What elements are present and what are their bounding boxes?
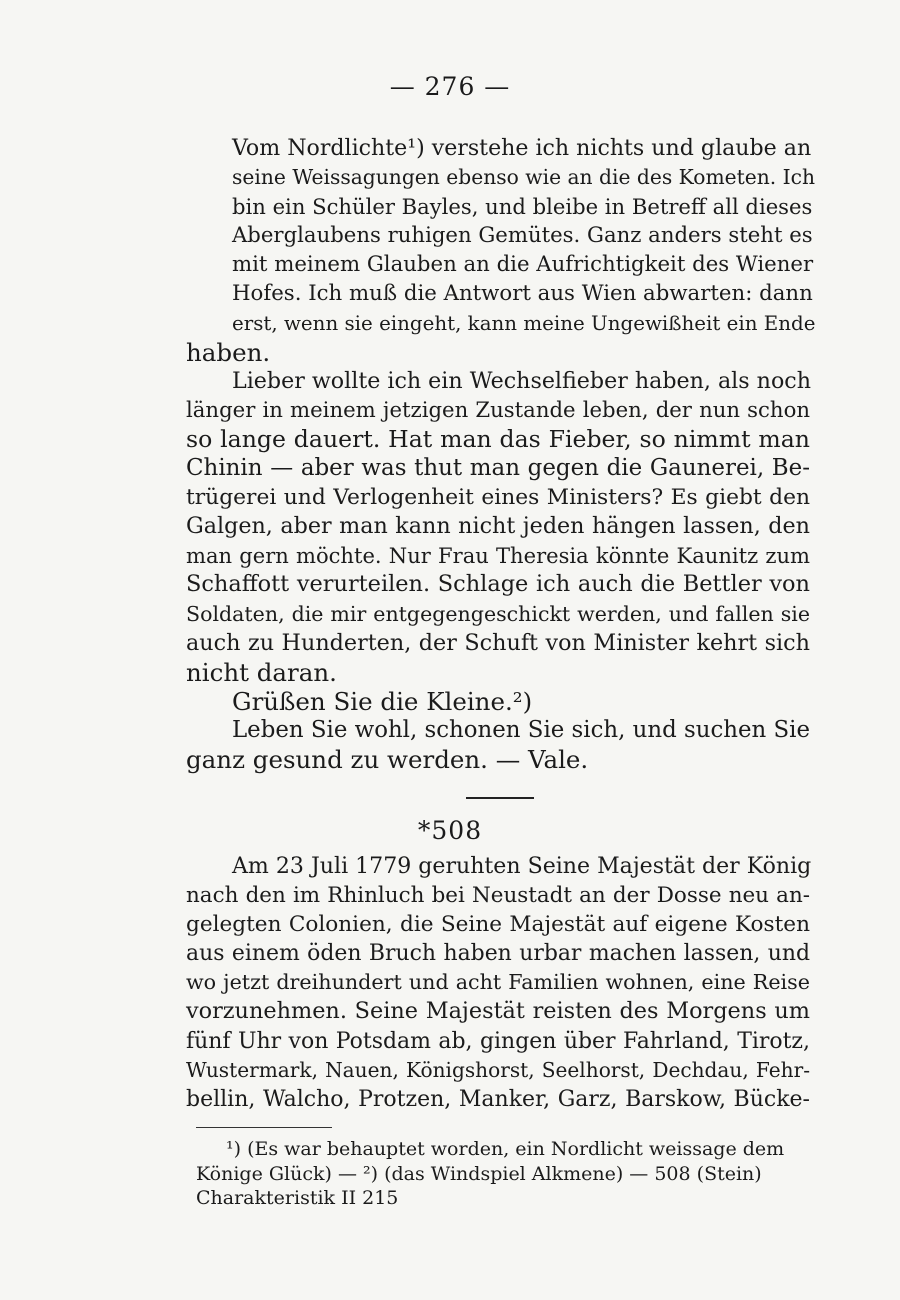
paragraph bbox=[186, 134, 816, 367]
text-line: fünf Uhr von Potsdam ab, gingen über Fahrland, Tirotz, bbox=[186, 1028, 810, 1054]
paragraph bbox=[186, 716, 810, 774]
text-line: Wustermark, Nauen, Königshorst, Seelhorst, Dechdau, Fehr- bbox=[186, 1057, 810, 1082]
text-line: ganz gesund zu werden. — Vale. bbox=[186, 744, 589, 774]
footnote-line: Charakteristik II 215 bbox=[196, 1187, 399, 1209]
text-line: Leben Sie wohl, schonen Sie sich, und suchen Sie bbox=[232, 716, 810, 743]
entry-number: *508 bbox=[417, 816, 483, 845]
text-line: vorzunehmen. Seine Majestät reisten des Morgens um bbox=[186, 998, 810, 1025]
footnote-line: Könige Glück) — ²) (das Windspiel Alkmene) — 508 (Stein) bbox=[196, 1162, 762, 1185]
text-line: bin ein Schüler Bayles, und bleibe in Betreff all dieses bbox=[232, 194, 813, 220]
text-line: Grüßen Sie die Kleine.²) bbox=[232, 686, 533, 716]
text-line: auch zu Hunderten, der Schuft von Minister kehrt sich bbox=[186, 629, 810, 656]
text-line: Hofes. Ich muß die Antwort aus Wien abwarten: dann bbox=[232, 281, 813, 307]
section-divider bbox=[466, 797, 534, 799]
text-line: gelegten Colonien, die Seine Majestät auf eigene Kosten bbox=[186, 912, 810, 938]
text-line: wo jetzt dreihundert und acht Familien wohnen, eine Reise bbox=[186, 970, 810, 995]
text-line: so lange dauert. Hat man das Fieber, so nimmt man bbox=[186, 424, 810, 453]
footnotes bbox=[196, 1137, 816, 1211]
text-line: Soldaten, die mir entgegengeschickt werden, und fallen sie bbox=[186, 601, 810, 626]
text-line: länger in meinem jetzigen Zustande leben, der nun schon bbox=[186, 397, 810, 423]
text-line: aus einem öden Bruch haben urbar machen lassen, und bbox=[186, 941, 810, 967]
text-line: Schaffott verurteilen. Schlage ich auch die Bettler von bbox=[186, 571, 810, 598]
footnote-rule bbox=[196, 1127, 332, 1128]
text-line: mit meinem Glauben an die Aufrichtigkeit des Wiener bbox=[232, 252, 814, 278]
paragraph bbox=[186, 687, 810, 716]
paragraph bbox=[186, 367, 810, 687]
entry-text bbox=[186, 852, 810, 1114]
footnote-line: ¹) (Es war behauptet worden, ein Nordlicht weissage dem bbox=[226, 1138, 785, 1160]
text-line: erst, wenn sie eingeht, kann meine Ungewißheit ein Ende bbox=[232, 311, 816, 335]
text-line: trügerei und Verlogenheit eines Ministers? Es giebt den bbox=[186, 485, 810, 511]
letter-text bbox=[186, 134, 816, 774]
text-line: Aberglaubens ruhigen Gemütes. Ganz anders steht es bbox=[232, 223, 813, 249]
text-line: Chinin — aber was thut man gegen die Gaunerei, Be- bbox=[186, 455, 810, 482]
text-line: man gern möchte. Nur Frau Theresia könnte Kaunitz zum bbox=[186, 543, 810, 569]
text-line: haben. bbox=[186, 337, 271, 367]
text-line: seine Weissagungen ebenso wie an die des Kometen. Ich bbox=[232, 165, 816, 190]
page-number: — 276 — bbox=[389, 72, 511, 101]
text-line: Vom Nordlichte¹) verstehe ich nichts und glaube an bbox=[232, 135, 812, 161]
text-line: Galgen, aber man kann nicht jeden hängen lassen, den bbox=[186, 513, 810, 540]
text-line: bellin, Walcho, Protzen, Manker, Garz, Barskow, Bücke- bbox=[186, 1086, 810, 1112]
text-line: nicht daran. bbox=[186, 657, 337, 687]
text-line: Lieber wollte ich ein Wechselfieber haben, als noch bbox=[232, 367, 811, 394]
text-line: nach den im Rhinluch bei Neustadt an der Dosse neu an- bbox=[186, 883, 810, 909]
text-line: Am 23 Juli 1779 geruhten Seine Majestät der König bbox=[232, 854, 812, 879]
paragraph bbox=[186, 852, 810, 1114]
